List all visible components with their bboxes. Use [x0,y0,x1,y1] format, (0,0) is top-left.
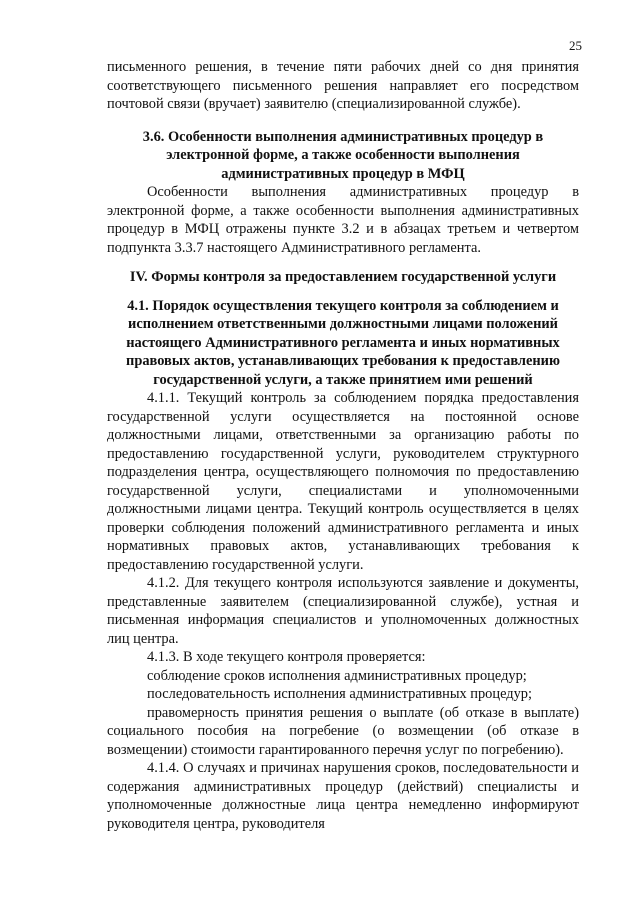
list-item-legitimacy: правомерность принятия решения о выплате (об отказе в выплате) социального пособия на погребение (о возмещении (об отказе в возмещении) стоимости гарантированного перечня услуг по погребению). [107,704,579,758]
heading-section-iv: IV. Формы контроля за предоставлением государственной услуги [129,269,557,285]
paragraph-4-1-3: 4.1.3. В ходе текущего контроля проверяется: [147,649,426,665]
paragraph-continuation: письменного решения, в течение пяти рабочих дней со дня принятия соответствующего письменного решения направляет его посредством почтовой связи (вручает) заявителю (специализированной службе). [107,59,579,112]
heading-4-1: 4.1. Порядок осуществления текущего контроля за соблюдением и исполнением ответственными должностными лицами положений настоящего Административного регламента и иных нормативных правовых актов, устанавливающих требования к предоставлению государственной услуги, а также принятием ими решений [126,297,560,388]
paragraph-4-1-2: 4.1.2. Для текущего контроля используются заявление и документы, представленные заявителем (специализированной службе), устная и письменная информация специалистов и уполномоченных должностных лиц центра. [107,575,579,647]
paragraph-4-1-4: 4.1.4. О случаях и причинах нарушения сроков, последовательности и содержания административных процедур (действий) специалисты и уполномоченные должностные лица центра немедленно информируют руководителя центра, руководителя [107,760,579,832]
list-item-sequence: последовательность исполнения административных процедур; [147,686,532,702]
paragraph-4-1-1: 4.1.1. Текущий контроль за соблюдением порядка предоставления государственной услуги осуществляется на постоянной основе должностными лицами, ответственными за организацию работы по предоставлению государственной услуги, руководителем структурного подразделения центра, осуществляющего полномочия по предоставлению государственной услуги, специалистами и уполномоченными должностными лицами центра. Текущий контроль осуществляется в целях проверки соблюдения положений административного регламента и иных нормативных правовых актов, устанавливающих требования к предоставлению государственной услуги. [107,390,579,573]
list-item-deadlines: соблюдение сроков исполнения административных процедур; [147,667,527,684]
paragraph-mfc-features: Особенности выполнения административных процедур в электронной форме, а также особенности выполнения административных процедур в МФЦ отражены пункте 3.2 и в абзацах третьем и четвертом подпункта 3.3.7 настоящего Административного регламента. [107,184,579,256]
page-content [107,58,579,833]
heading-3-6: 3.6. Особенности выполнения административных процедур в электронной форме, а также особенности выполнения административных процедур в МФЦ [142,128,544,182]
page-number: 25 [569,38,582,53]
